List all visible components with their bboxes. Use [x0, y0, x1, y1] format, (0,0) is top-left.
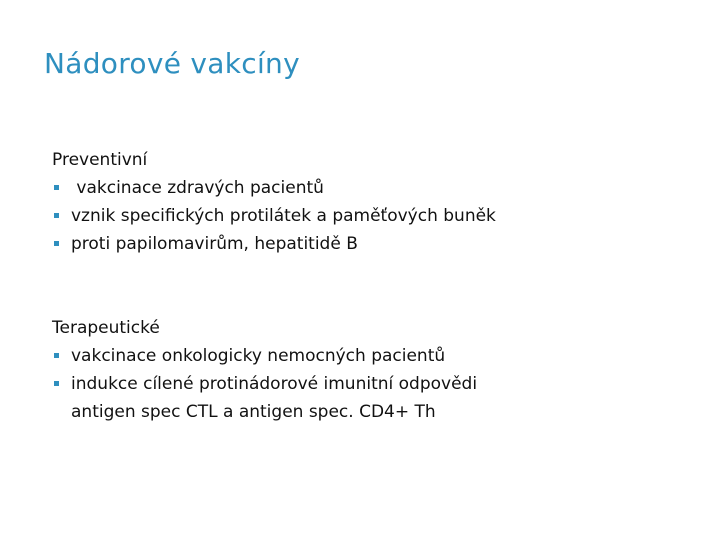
bullet-item [52, 342, 692, 370]
bullet-text: proti papilomavirům, hepatitidě B [71, 234, 358, 254]
bullet-text: vakcinace zdravých pacientů [71, 178, 324, 198]
bullet-list-preventive [52, 174, 692, 258]
section-therapeutic [52, 314, 692, 426]
section-preventive [52, 146, 692, 258]
slide-title: Nádorové vakcíny [44, 47, 300, 80]
bullet-item [52, 370, 692, 398]
section-heading-preventive: Preventivní [52, 150, 148, 170]
bullet-item [52, 174, 692, 202]
bullet-text: vznik specifických protilátek a paměťových buněk [71, 206, 496, 226]
square-bullet-icon [54, 241, 59, 246]
square-bullet-icon [54, 213, 59, 218]
square-bullet-icon [54, 185, 59, 190]
bullet-continuation-text: antigen spec CTL a antigen spec. CD4+ Th [71, 402, 436, 422]
section-heading-therapeutic: Terapeutické [52, 318, 160, 338]
bullet-text: vakcinace onkologicky nemocných pacientů [71, 346, 446, 366]
square-bullet-icon [54, 381, 59, 386]
bullet-list-therapeutic [52, 342, 692, 398]
bullet-text: indukce cílené protinádorové imunitní odpovědi [71, 374, 478, 394]
square-bullet-icon [54, 353, 59, 358]
bullet-item [52, 202, 692, 230]
bullet-item [52, 230, 692, 258]
